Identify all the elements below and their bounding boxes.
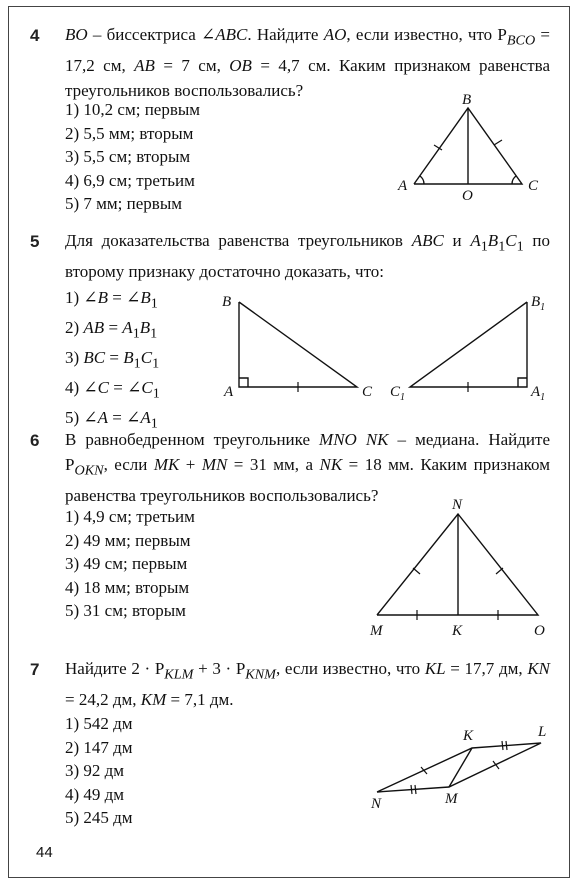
- label-b: B: [462, 92, 472, 108]
- answer-options: [65, 505, 195, 623]
- tick-mark: [415, 785, 416, 794]
- answer-option[interactable]: 1) ∠B = $\angle B_1$: [65, 288, 158, 312]
- problem-number: 5: [30, 232, 40, 251]
- answer-option[interactable]: 5) 7 мм; первым: [65, 194, 182, 213]
- answer-option[interactable]: 3) 5,5 см; вторым: [65, 147, 191, 166]
- problem-number: 6: [30, 431, 40, 450]
- label-a1: $A_1$: [531, 384, 546, 403]
- answer-option[interactable]: 1) 542 дм: [65, 714, 133, 733]
- answer-option[interactable]: 2) 49 мм; первым: [65, 530, 191, 550]
- triangle-abc: [239, 302, 357, 387]
- label-a: A: [398, 178, 408, 194]
- right-triangles-figure: [220, 292, 560, 407]
- problem-number: 7: [30, 660, 40, 679]
- label-o: O: [534, 623, 545, 639]
- label-c: C: [362, 384, 373, 400]
- problem-statement: В равнобедренном треугольнике MNO NK – медиана. Найдите $P_{OKN}$, если MK + MN = 31 мм, а NK = 18 мм. Каким признаком равенства треугольников воспользовались?: [65, 430, 550, 506]
- problem-statement: Для доказательства равенства треугольников ABC и $A_1B_1C_1$ по второму признаку достаточно доказать, что:: [65, 231, 550, 282]
- tick-mark: [413, 568, 420, 574]
- right-angle-mark: [239, 378, 248, 387]
- answer-option[interactable]: 2) 147 дм: [65, 737, 133, 757]
- tick-mark: [411, 785, 412, 794]
- tick-mark: [496, 568, 503, 574]
- tick-mark: [506, 741, 507, 750]
- label-l: L: [538, 724, 547, 740]
- triangle-a1b1c1: [410, 302, 527, 387]
- problem-number: 4: [30, 26, 40, 45]
- label-b: B: [222, 294, 232, 310]
- answer-option[interactable]: 4) 49 дм: [65, 784, 125, 804]
- answer-options: [65, 98, 200, 216]
- tick-mark: [502, 741, 503, 750]
- tick-mark: [494, 140, 502, 145]
- answer-option[interactable]: 4) ∠C = $\angle C_1$: [65, 377, 160, 402]
- page-number: 44: [36, 844, 53, 861]
- answer-option[interactable]: 3) 92 дм: [65, 761, 125, 780]
- answer-option[interactable]: 5) 245 дм: [65, 808, 133, 827]
- quadrilateral-nklm: [377, 743, 541, 792]
- label-n: N: [452, 497, 463, 513]
- answer-option[interactable]: 3) BC = $B_1C_1$: [65, 347, 160, 372]
- answer-options: [65, 286, 160, 435]
- answer-option[interactable]: 4) 18 мм; вторым: [65, 577, 190, 597]
- label-c1: $C_1$: [390, 384, 406, 403]
- angle-arc: [512, 176, 516, 184]
- label-o: O: [462, 188, 473, 204]
- answer-options: [65, 712, 133, 830]
- answer-option[interactable]: 5) 31 см; вторым: [65, 601, 186, 620]
- label-c: C: [528, 178, 539, 194]
- answer-option[interactable]: 5) ∠A = $\angle A_1$: [65, 407, 158, 431]
- label-k: K: [463, 728, 474, 744]
- problem-statement: Найдите $2 \cdot P_{KLM} + 3 \cdot P_{KNM}$, если известно, что KL = 17,7 дм, KN = 24,2 дм, KM = 7,1 дм.: [65, 659, 550, 710]
- label-m: M: [370, 623, 383, 639]
- problem-statement: BO – биссектриса ∠ABC. Найдите AO, если известно, что $P_{BCO} = 17,2$ см, AB = 7 см, OB = 4,7 см. Каким признаком равенства треугольников воспользовались?: [65, 25, 550, 101]
- label-a: A: [224, 384, 234, 400]
- answer-option[interactable]: 3) 49 см; первым: [65, 554, 188, 573]
- label-k: K: [452, 623, 463, 639]
- angle-arc: [420, 176, 424, 184]
- answer-option[interactable]: 2) AB = $A_1B_1$: [65, 317, 158, 342]
- answer-option[interactable]: 1) 4,9 см; третьим: [65, 507, 195, 526]
- isosceles-triangle-figure: [360, 495, 560, 640]
- label-n: N: [371, 796, 382, 812]
- answer-option[interactable]: 4) 6,9 см; третьим: [65, 170, 195, 190]
- label-m: M: [445, 791, 458, 807]
- label-b1: $B_1$: [531, 294, 546, 313]
- answer-option[interactable]: 2) 5,5 мм; вторым: [65, 123, 194, 143]
- right-angle-mark: [518, 378, 527, 387]
- parallelogram-figure: [365, 720, 560, 815]
- triangle-abc-figure: [380, 90, 560, 204]
- answer-option[interactable]: 1) 10,2 см; первым: [65, 100, 201, 119]
